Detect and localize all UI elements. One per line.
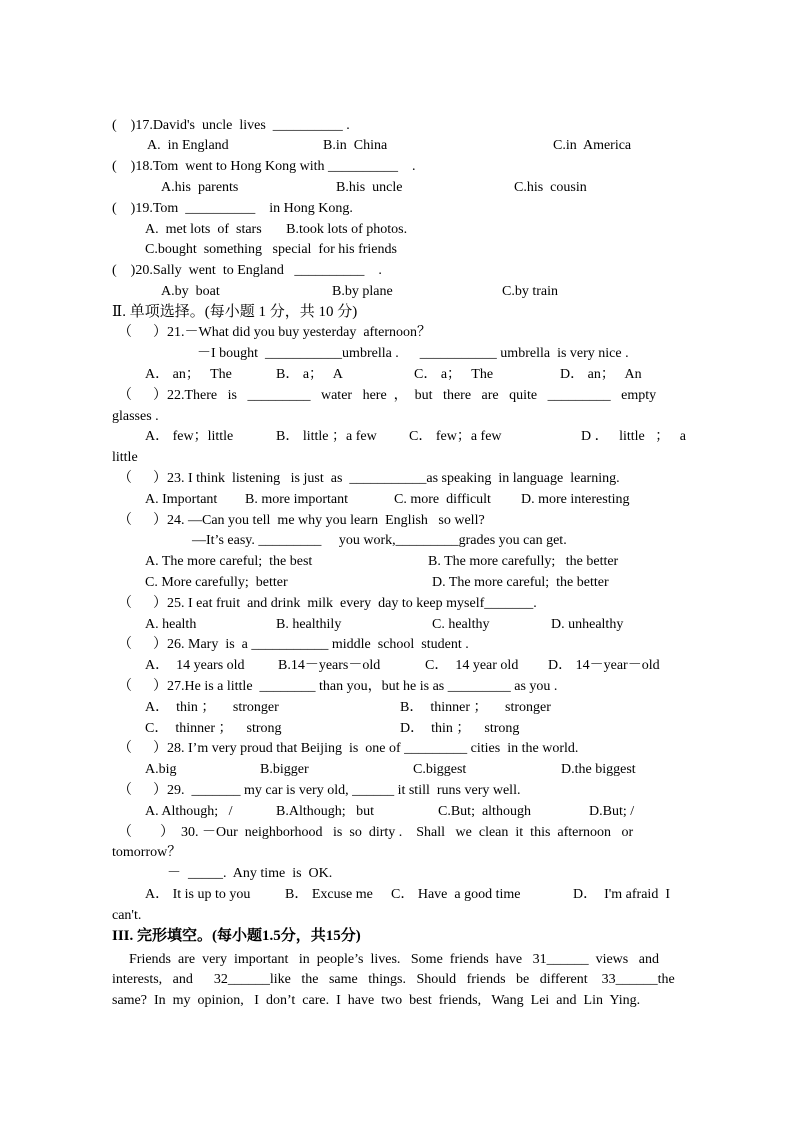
q26-option-a: A． 14 years old [145,658,245,673]
q27-option-a: A． thin ； stronger [145,700,279,715]
q18-option-c: C.his cousin [514,180,587,195]
q26-option-d: D． 14－year－old [548,658,660,673]
question-23: （ ）23. I think listening is just as ___________as speaking in language learning. [118,471,620,486]
q21-dialogue: －I bought ___________umbrella . ___________ umbrella is very nice . [197,346,629,361]
q27-option-c: C． thinner ； strong [145,721,282,736]
q22-option-d: D ． little ； a [581,429,686,444]
q19-option-c: C.bought something special for his friends [145,242,397,257]
q22-continuation: glasses . [112,409,159,424]
q17-option-a: A. in England [147,138,229,153]
q24-option-b: B. The more carefully; the better [428,554,619,569]
q24-option-d: D. The more careful; the better [432,575,609,590]
q26-option-c: C． 14 year old [425,658,519,673]
q25-option-c: C. healthy [432,617,490,632]
question-26: （ ）26. Mary is a ___________ middle school student . [118,637,469,652]
q28-option-c: C.biggest [413,762,467,777]
q17-option-b: B.in China [323,138,388,153]
q18-option-b: B.his uncle [336,180,403,195]
q22-option-b: B． little ；a few [276,429,377,444]
q30-option-b: B． Excuse me [285,887,373,902]
q29-option-a: A. Although; / [145,804,233,819]
q17-option-c: C.in America [553,138,632,153]
section-iii-heading: III. 完形填空。(每小题1.5分，共15分) [112,928,361,944]
section-ii-heading: Ⅱ. 单项选择。(每小题 1 分，共 10 分) [112,304,358,320]
q21-option-a: A． an； The [145,367,232,382]
q18-option-a: A.his parents [161,180,239,195]
q20-option-b: B.by plane [332,284,393,299]
q29-option-c: C.But; although [438,804,531,819]
q28-option-d: D.the biggest [561,762,636,777]
q28-option-a: A.big [145,762,177,777]
q24-option-c: C. More carefully; better [145,575,288,590]
q26-option-b: B.14－years－old [278,658,381,673]
q20-option-a: A.by boat [161,284,220,299]
q29-option-d: D.But; / [589,804,635,819]
question-19: ( )19.Tom __________ in Hong Kong. [112,201,353,216]
q25-option-b: B. healthily [276,617,342,632]
q24-option-a: A. The more careful; the best [145,554,313,569]
q25-option-a: A. health [145,617,197,632]
q24-dialogue: —It’s easy. _________ you work,_________grades you can get. [192,533,567,548]
q30-option-c: C． Have a good time [391,887,521,902]
q29-option-b: B.Although; but [276,804,375,819]
cloze-passage-line-3: same? In my opinion, I don’t care. I have two best friends, Wang Lei and Lin Ying. [112,993,641,1008]
q21-option-d: D． an； An [560,367,642,382]
question-21: （ ）21.－What did you buy yesterday afternoon？ [118,325,431,340]
q23-option-a: A. Important [145,492,218,507]
question-25: （ ）25. I eat fruit and drink milk every day to keep myself_______. [118,596,537,611]
q30-option-a: A． It is up to you [145,887,251,902]
question-18: ( )18.Tom went to Hong Kong with __________ . [112,159,416,174]
q19-options-ab: A. met lots of stars B.took lots of photos. [145,222,408,237]
question-29: （ ）29. _______ my car is very old, ______ it still runs very well. [118,783,521,798]
q25-option-d: D. unhealthy [551,617,624,632]
q21-option-b: B． a； A [276,367,343,382]
q30-option-d-continuation: can't. [112,908,142,923]
q21-option-c: C． a； The [414,367,494,382]
q22-option-a: A． few；little [145,429,234,444]
q23-option-d: D. more interesting [521,492,630,507]
question-22: （ ）22.There is _________ water here ， but there are quite _________ empty [118,388,657,403]
q30-reply: － _____. Any time is OK. [167,866,333,881]
question-17: ( )17.David's uncle lives __________ . [112,118,350,133]
question-24: （ ）24. —Can you tell me why you learn English so well? [118,513,485,528]
q23-option-b: B. more important [245,492,349,507]
question-30: （ ） 30. －Our neighborhood is so dirty . Shall we clean it this afternoon or [118,825,634,840]
question-27: （ ）27.He is a little ________ than you，but he is as _________ as you . [118,679,558,694]
cloze-passage-line-1: Friends are very important in people’s lives. Some friends have 31______ views and [129,952,659,967]
question-28: （ ）28. I’m very proud that Beijing is one of _________ cities in the world. [118,741,579,756]
q27-option-d: D． thin ； strong [400,721,520,736]
question-20: ( )20.Sally went to England __________ . [112,263,382,278]
q30-continuation: tomorrow？ [112,845,182,860]
cloze-passage-line-2: interests, and 32______like the same things. Should friends be different 33______the [112,972,675,987]
q22-option-d-continuation: little [112,450,138,465]
q28-option-b: B.bigger [260,762,309,777]
q30-option-d: D． I'm afraid I [573,887,670,902]
q27-option-b: B． thinner ； stronger [400,700,551,715]
q22-option-c: C． few；a few [409,429,502,444]
q20-option-c: C.by train [502,284,558,299]
q23-option-c: C. more difficult [394,492,491,507]
